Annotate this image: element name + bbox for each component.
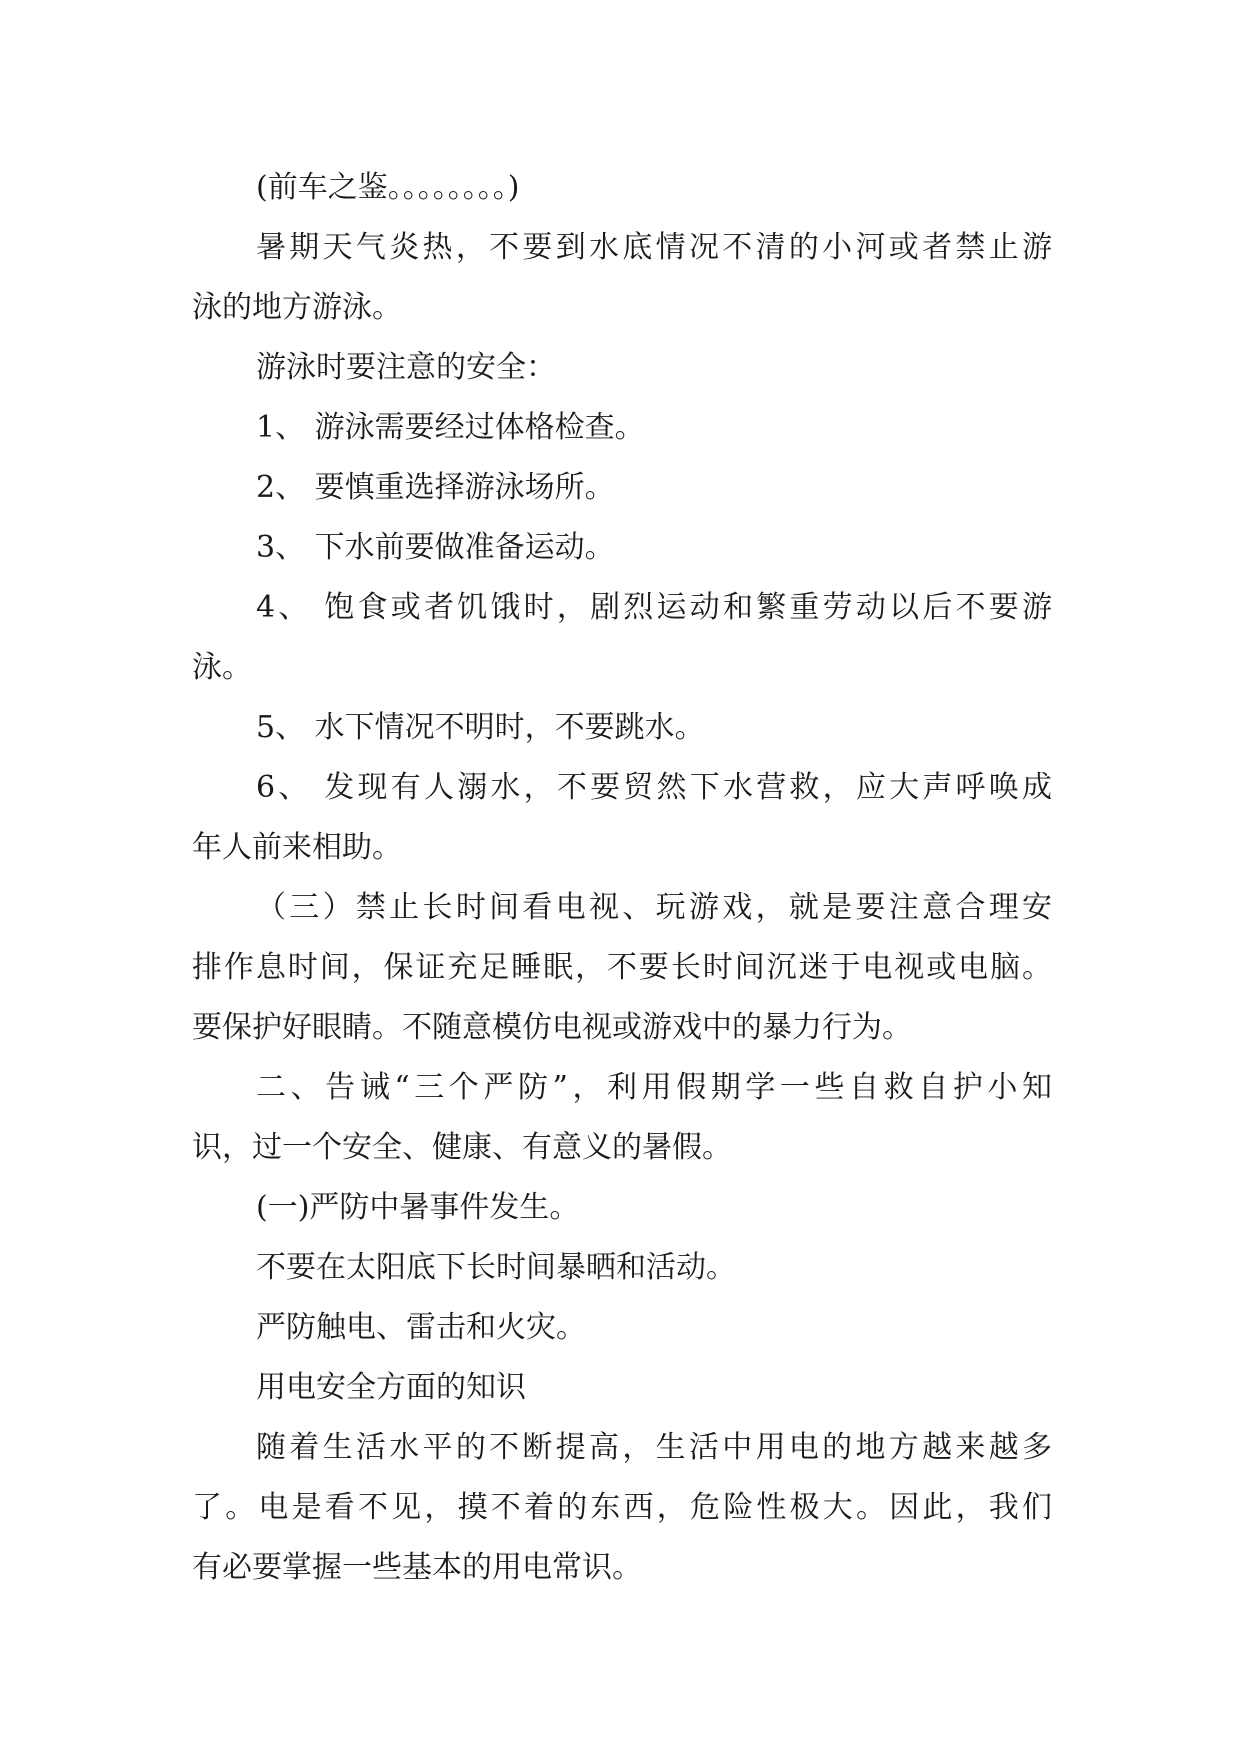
paragraph-sun-exposure: 不要在太阳底下长时间暴晒和活动。: [256, 1250, 736, 1285]
paragraph-electricity-line-2: 了。电是看不见，摸不着的东西，危险性极大。因此，我们: [192, 1490, 1052, 1525]
list-item-3: 3、 下水前要做准备运动。: [256, 530, 615, 565]
list-item-4: 4、 饱食或者饥饿时，剧烈运动和繁重劳动以后不要游: [256, 590, 1052, 625]
paragraph-electric-fire: 严防触电、雷击和火灾。: [256, 1310, 586, 1345]
subsection-heatstroke: (一)严防中暑事件发生。: [256, 1190, 580, 1225]
paragraph-electricity-line-3: 有必要掌握一些基本的用电常识。: [192, 1550, 642, 1585]
section-two-line-2: 识，过一个安全、健康、有意义的暑假。: [192, 1130, 732, 1165]
list-item-6-continued: 年人前来相助。: [192, 830, 402, 865]
list-item-6: 6、 发现有人溺水，不要贸然下水营救，应大声呼唤成: [256, 770, 1052, 805]
section-heading-electric-safety: 用电安全方面的知识: [256, 1370, 526, 1405]
list-item-2: 2、 要慎重选择游泳场所。: [256, 470, 615, 505]
paragraph-three-line-3: 要保护好眼睛。不随意模仿电视或游戏中的暴力行为。: [192, 1010, 912, 1045]
list-item-1: 1、 游泳需要经过体格检查。: [256, 410, 645, 445]
paragraph-line-2: 暑期天气炎热，不要到水底情况不清的小河或者禁止游: [256, 230, 1052, 265]
paragraph-three-line-1: （三）禁止长时间看电视、玩游戏，就是要注意合理安: [256, 890, 1052, 925]
section-two-line-1: 二、告诫“三个严防”，利用假期学一些自救自护小知: [256, 1070, 1052, 1105]
list-item-4-continued: 泳。: [192, 650, 252, 685]
paragraph-line-1: (前车之鉴。。。。。。。。): [256, 170, 520, 205]
paragraph-electricity-line-1: 随着生活水平的不断提高，生活中用电的地方越来越多: [256, 1430, 1052, 1465]
section-heading-swimming-safety: 游泳时要注意的安全：: [256, 350, 556, 385]
paragraph-line-3: 泳的地方游泳。: [192, 290, 402, 325]
list-item-5: 5、 水下情况不明时，不要跳水。: [256, 710, 705, 745]
paragraph-three-line-2: 排作息时间，保证充足睡眠，不要长时间沉迷于电视或电脑。: [192, 950, 1052, 985]
